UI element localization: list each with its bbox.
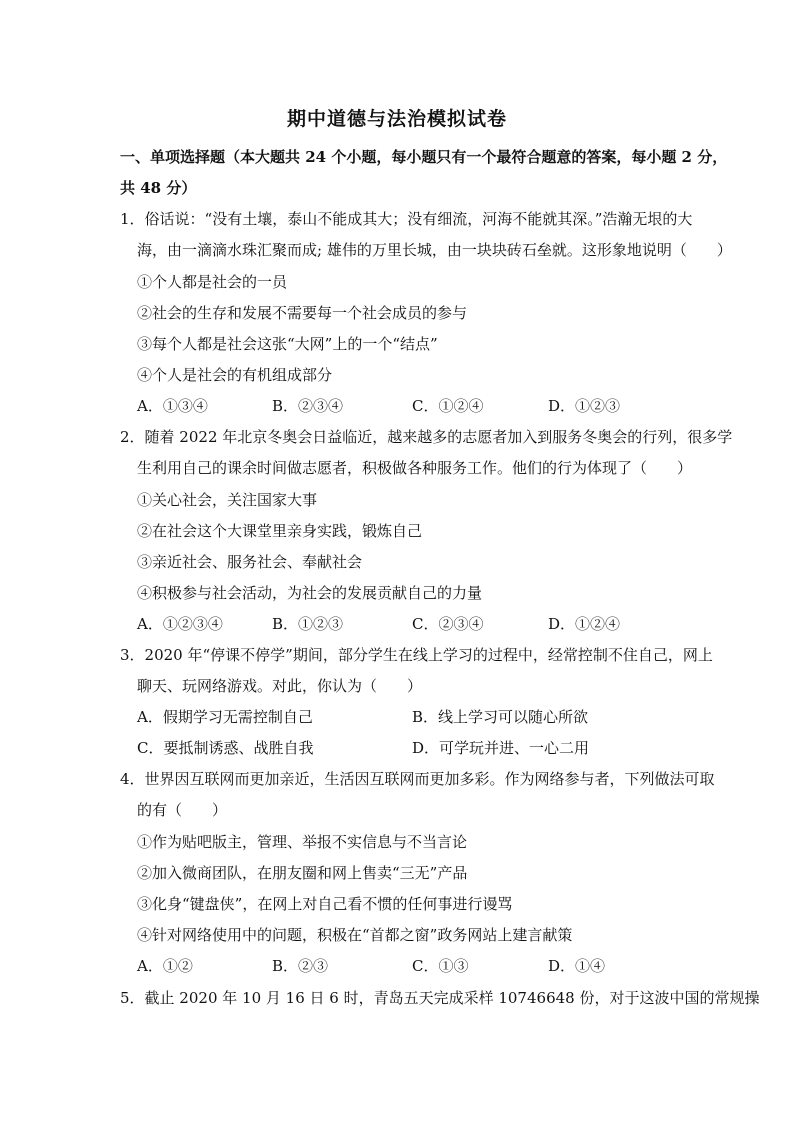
question-2-item: ①关心社会，关注国家大事	[137, 491, 318, 509]
question-4-item: ④针对网络使用中的问题，积极在“首都之窗”政务网站上建言献策	[137, 926, 573, 944]
question-3-option-d: D．可学玩并进、一心二用	[412, 739, 590, 757]
question-1-item: ①个人都是社会的一员	[137, 273, 288, 291]
page-title: 期中道德与法治模拟试卷	[286, 108, 507, 130]
question-1-item: ②社会的生存和发展不需要每一个社会成员的参与	[137, 304, 468, 322]
question-2-stem-cont: 生利用自己的课余时间做志愿者，积极做各种服务工作。他们的行为体现了（ ）	[137, 459, 693, 477]
question-1-item: ④个人是社会的有机组成部分	[137, 366, 333, 384]
section-heading-cont: 共 48 分）	[120, 179, 197, 197]
question-1-option-c: C．①②④	[412, 397, 484, 415]
question-1-stem: 1．俗话说：“没有土壤，泰山不能成其大；没有细流，河海不能就其深。”浩瀚无垠的大	[120, 210, 693, 228]
question-1-item: ③每个人都是社会这张“大网”上的一个“结点”	[137, 335, 438, 353]
section-heading: 一、单项选择题（本大题共 24 个小题，每小题只有一个最符合题意的答案，每小题 2 分，	[120, 148, 728, 166]
question-4-stem: 4．世界因互联网而更加亲近，生活因互联网而更加多彩。作为网络参与者，下列做法可取	[120, 770, 715, 788]
question-3-option-c: C．要抵制诱惑、战胜自我	[137, 739, 314, 757]
question-1-option-d: D．①②③	[548, 397, 621, 415]
question-4-option-a: A．①②	[137, 957, 193, 975]
question-4-option-d: D．①④	[548, 957, 606, 975]
question-2-option-d: D．①②④	[548, 615, 621, 633]
question-2-option-b: B．①②③	[272, 615, 344, 633]
question-3-option-a: A．假期学习无需控制自己	[137, 708, 313, 726]
question-1-stem-cont: 海，由一滴滴水珠汇聚而成; 雄伟的万里长城，由一块块砖石垒就。这形象地说明（ ）	[137, 241, 732, 259]
question-2-item: ④积极参与社会活动，为社会的发展贡献自己的力量	[137, 584, 483, 602]
question-4-stem-cont: 的有（ ）	[137, 801, 228, 819]
question-2-option-a: A．①②③④	[137, 615, 223, 633]
question-4-option-c: C．①③	[412, 957, 469, 975]
question-5-stem: 5．截止 2020 年 10 月 16 日 6 时，青岛五天完成采样 10746648 份，对于这波中国的常规操	[120, 989, 760, 1007]
question-1-option-a: A．①③④	[137, 397, 208, 415]
question-3-stem: 3．2020 年“停课不停学”期间，部分学生在线上学习的过程中，经常控制不住自己，网上	[120, 646, 713, 664]
question-4-item: ②加入微商团队，在朋友圈和网上售卖“三无”产品	[137, 864, 468, 882]
question-3-stem-cont: 聊天、玩网络游戏。对此，你认为（ ）	[137, 677, 423, 695]
question-1-option-b: B．②③④	[272, 397, 344, 415]
question-2-item: ③亲近社会、服务社会、奉献社会	[137, 553, 363, 571]
question-4-item: ③化身“键盘侠”，在网上对自己看不惯的任何事进行谩骂	[137, 895, 513, 913]
question-2-stem: 2．随着 2022 年北京冬奥会日益临近，越来越多的志愿者加入到服务冬奥会的行列，很多学	[120, 428, 733, 446]
question-3-option-b: B．线上学习可以随心所欲	[412, 708, 589, 726]
question-2-item: ②在社会这个大课堂里亲身实践，锻炼自己	[137, 522, 423, 540]
question-2-option-c: C．②③④	[412, 615, 484, 633]
question-4-item: ①作为贴吧版主，管理、举报不实信息与不当言论	[137, 833, 468, 851]
question-4-option-b: B．②③	[272, 957, 329, 975]
